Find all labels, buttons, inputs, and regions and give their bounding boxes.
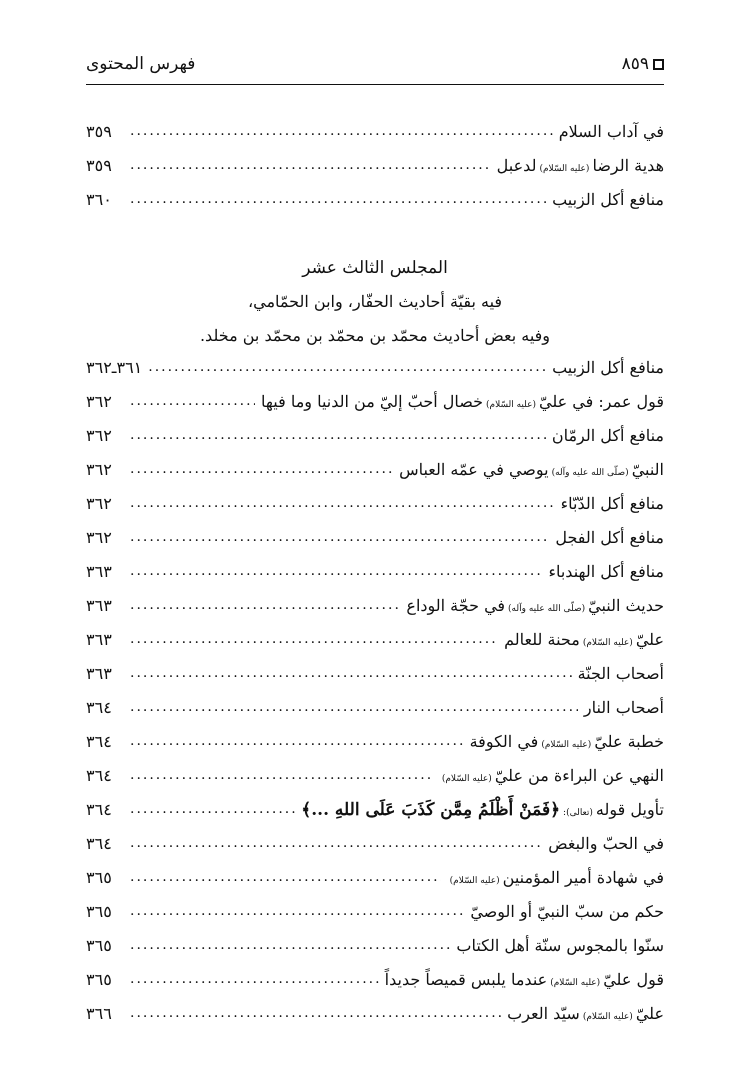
toc-entry-honorific: (عليه السّلام): [441, 773, 492, 784]
dot-leader: [130, 529, 549, 545]
toc-entry-title-rest: لدعبل: [496, 155, 537, 175]
dot-leader: [130, 191, 546, 207]
toc-entry-honorific: (عليه السّلام): [582, 1011, 633, 1022]
toc-entry-title-rest: خصال أحبّ إليّ من الدنيا وما فيها: [261, 391, 484, 411]
toc-entry-title-rest: في الكوفة: [469, 731, 539, 751]
toc-entry-title-text: خطبة عليّ: [594, 731, 664, 751]
toc-entry-page: ٣٦٣: [86, 561, 112, 581]
toc-entry[interactable]: [86, 622, 664, 656]
toc-entry[interactable]: [86, 452, 664, 486]
toc-entry-title-text: عليّ: [635, 1003, 664, 1023]
toc-entry-page: ٣٦٤: [86, 765, 112, 785]
toc-entry-title: [385, 970, 664, 989]
toc-entry-page: ٣٦٣: [86, 663, 112, 683]
toc-entry[interactable]: [86, 690, 664, 724]
dot-leader: [130, 157, 491, 173]
toc-entry[interactable]: [86, 418, 664, 452]
toc-entry-honorific: (عليه السّلام): [486, 399, 537, 410]
dot-leader: [130, 427, 546, 443]
dot-leader: [130, 597, 400, 613]
dot-leader: [130, 699, 578, 715]
dot-leader: [130, 665, 572, 681]
toc-entry-title: [548, 562, 664, 581]
section-subtitle-2: وفيه بعض أحاديث محمّد بن محمّد بن محمّد بن مخلد.: [199, 326, 551, 345]
toc-entry-honorific: (صلّى الله عليه وآله): [508, 603, 586, 614]
toc-entry-title-text: حكم من سبّ النبيّ أو الوصيّ: [470, 901, 664, 921]
toc-entry[interactable]: [86, 826, 664, 860]
toc-entry-title-text: سنّوا بالمجوس سنّة أهل الكتاب: [456, 935, 664, 955]
toc-list-main: [86, 350, 664, 1030]
toc-entry-title: [507, 1004, 664, 1023]
toc-entry-title: [555, 528, 664, 547]
toc-entry-honorific: (عليه السّلام): [582, 637, 633, 648]
toc-entry-title: [552, 426, 664, 445]
toc-entry-title: [470, 732, 664, 751]
toc-entry-title: [406, 596, 664, 615]
section-title: المجلس الثالث عشر: [302, 258, 448, 278]
toc-entry[interactable]: [86, 792, 664, 826]
toc-entry-title-rest: عندما يلبس قميصاً جديداً: [384, 969, 548, 989]
toc-entry-honorific: (عليه السّلام): [541, 739, 592, 750]
toc-entry-title-text: منافع أكل الرمّان: [551, 425, 664, 445]
toc-entry-page: ٣٦٤: [86, 697, 112, 717]
toc-entry-honorific: (عليه السّلام): [539, 163, 590, 174]
toc-entry-title-text: منافع أكل الفجل: [555, 527, 664, 547]
dot-leader: [130, 971, 379, 987]
toc-entry-title-text: قول عليّ: [603, 969, 664, 989]
toc-entry[interactable]: [86, 588, 664, 622]
toc-entry-title: [559, 122, 664, 141]
toc-entry-title-text: منافع أكل الدّبّاء: [560, 493, 664, 513]
toc-entry[interactable]: [86, 520, 664, 554]
toc-entry-page: ٣٦٤: [86, 833, 112, 853]
dot-leader: [130, 903, 464, 919]
toc-entry[interactable]: [86, 928, 664, 962]
dot-leader: [130, 937, 450, 953]
dot-leader: [130, 393, 255, 409]
toc-entry-title: [504, 630, 664, 649]
section-subtitle-1: فيه بقيّة أحاديث الحفّار، وابن الحمّامي،: [247, 292, 503, 311]
toc-entry-title-text: حديث النبيّ: [588, 595, 664, 615]
toc-entry-title: [552, 190, 664, 209]
dot-leader: [130, 801, 295, 817]
toc-entry-page: ٣٦٥: [86, 901, 112, 921]
toc-entry-title-text: قول عمر: في عليّ: [539, 391, 664, 411]
toc-entry-honorific: (صلّى الله عليه وآله): [551, 467, 629, 478]
toc-entry-title-rest: سيّد العرب: [507, 1003, 580, 1023]
toc-entry[interactable]: [86, 182, 664, 216]
dot-leader: [148, 359, 546, 375]
toc-entry-page: ٣٥٩: [86, 155, 112, 175]
toc-entry[interactable]: [86, 114, 664, 148]
dot-leader: [130, 461, 393, 477]
header-page-number: [622, 54, 664, 74]
toc-entry-page: ٣٦٤: [86, 799, 112, 819]
dot-leader: [130, 563, 542, 579]
toc-entry-title-text: منافع أكل الزبيب: [552, 357, 664, 377]
toc-entry-title-text: تأويل قوله: [595, 799, 664, 819]
toc-entry[interactable]: [86, 860, 664, 894]
toc-entry-page: ٣٦٢: [86, 425, 112, 445]
toc-entry-page: ٣٦٠: [86, 189, 112, 209]
dot-leader: [130, 767, 433, 783]
dot-leader: [130, 495, 555, 511]
square-box-icon: [653, 59, 664, 70]
toc-entry-honorific: (عليه السّلام): [550, 977, 601, 988]
toc-entry-title: [548, 834, 664, 853]
dot-leader: [130, 835, 542, 851]
toc-entry-title-text: النبيّ: [631, 459, 664, 479]
toc-entry-title-rest: في حجّة الوداع: [406, 595, 506, 615]
running-header: [86, 50, 664, 78]
toc-entry-quran-verse: ﴿فَمَنْ أَظْلَمُ مِمَّن كَذَبَ عَلَى اللهِ ...﴾: [301, 799, 561, 820]
toc-entry-title: [301, 799, 664, 820]
dot-leader: [130, 1005, 501, 1021]
dot-leader: [130, 123, 553, 139]
toc-entry[interactable]: [86, 758, 664, 792]
toc-entry[interactable]: [86, 996, 664, 1030]
toc-entry-title: [439, 766, 664, 785]
header-divider: [86, 84, 664, 85]
toc-entry-title: [470, 902, 664, 921]
toc-entry-title-text: منافع أكل الزبيب: [552, 189, 664, 209]
toc-entry-title-text: عليّ: [635, 629, 664, 649]
section-heading: [86, 251, 664, 353]
toc-entry-title: [497, 156, 664, 175]
toc-entry-page: ٣٥٩: [86, 121, 112, 141]
toc-entry-title: [561, 494, 664, 513]
toc-entry[interactable]: [86, 656, 664, 690]
toc-entry-title: [552, 358, 664, 377]
toc-entry-title-rest: محنة للعالم: [504, 629, 580, 649]
toc-entry-title-rest: يوصي في عمّه العباس: [399, 459, 549, 479]
toc-entry-title: [399, 460, 664, 479]
toc-entry[interactable]: [86, 384, 664, 418]
toc-entry-title-text: هدية الرضا: [592, 155, 664, 175]
toc-entry-title: [261, 392, 664, 411]
dot-leader: [130, 733, 464, 749]
toc-entry-page: ٣٦٢: [86, 391, 112, 411]
toc-entry[interactable]: [86, 962, 664, 996]
header-title: فهرس المحتوى: [86, 54, 196, 74]
toc-entry-honorific: (عليه السّلام): [449, 875, 500, 886]
toc-entry-page: ٣٦٥: [86, 969, 112, 989]
toc-entry-title: [447, 868, 664, 887]
toc-entry-title-text: أصحاب النار: [583, 697, 664, 717]
toc-entry-page: ٣٦٦: [86, 1003, 112, 1023]
toc-entry-page: ٣٦٢: [86, 493, 112, 513]
toc-entry-title-text: في آداب السلام: [558, 121, 664, 141]
toc-entry-title: [578, 664, 664, 683]
toc-entry-page: ٣٦٤: [86, 731, 112, 751]
dot-leader: [130, 631, 498, 647]
dot-leader: [130, 869, 441, 885]
page-number-text: ٨٥٩: [621, 54, 649, 74]
toc-entry-page: ٣٦٣: [86, 595, 112, 615]
toc-entry-title-text: في الحبّ والبغض: [548, 833, 664, 853]
toc-entry[interactable]: [86, 486, 664, 520]
toc-entry-page: ٣٦٥: [86, 935, 112, 955]
toc-entry-page: ٣٦٢: [86, 459, 112, 479]
toc-entry-title-text: منافع أكل الهندباء: [548, 561, 664, 581]
toc-entry-title-text: في شهادة أمير المؤمنين: [502, 867, 664, 887]
toc-entry-title: [584, 698, 664, 717]
toc-entry-page: ٣٦٣: [86, 629, 112, 649]
toc-entry[interactable]: [86, 894, 664, 928]
toc-entry-title-text: النهي عن البراءة من عليّ: [494, 765, 664, 785]
toc-entry-title-text: أصحاب الجنّة: [577, 663, 664, 683]
toc-entry-page: ٣٦٢: [86, 527, 112, 547]
toc-list-top: [86, 114, 664, 216]
toc-entry-page: ٣٦١ـ٣٦٢: [86, 357, 143, 377]
toc-entry[interactable]: [86, 554, 664, 588]
toc-entry-honorific: (تعالى):: [563, 807, 593, 818]
toc-entry[interactable]: [86, 724, 664, 758]
toc-entry-page: ٣٦٥: [86, 867, 112, 887]
toc-entry-title: [456, 936, 664, 955]
toc-entry[interactable]: [86, 350, 664, 384]
toc-entry[interactable]: [86, 148, 664, 182]
